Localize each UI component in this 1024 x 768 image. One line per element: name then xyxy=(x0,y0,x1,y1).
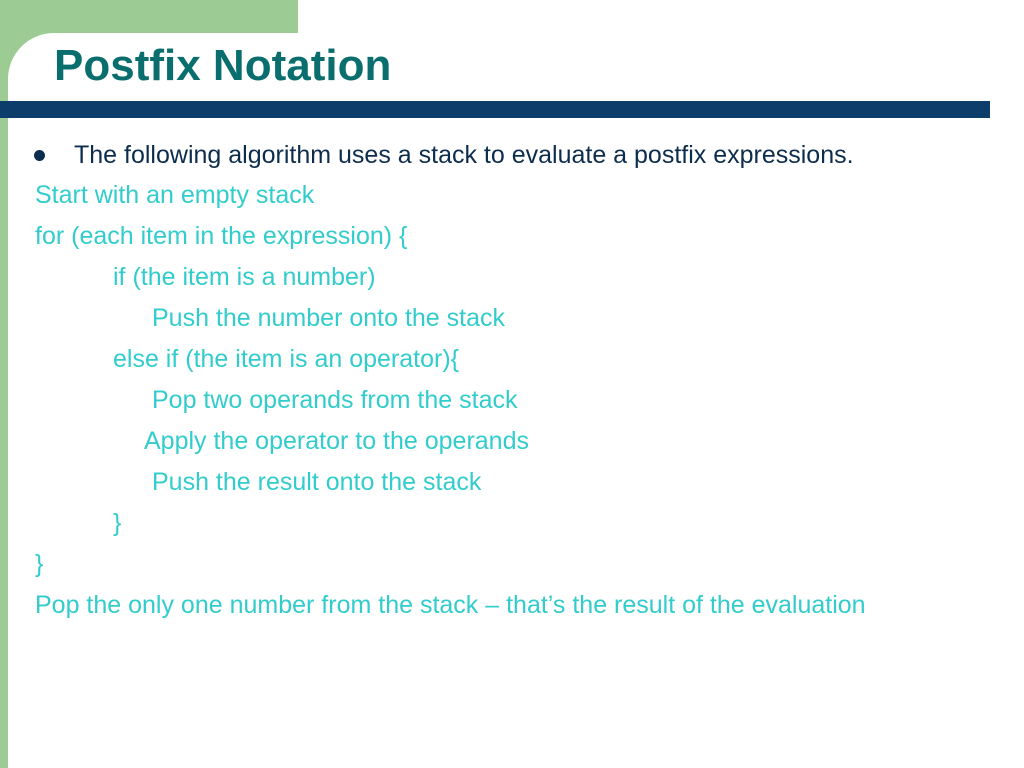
bullet-dot-icon xyxy=(34,150,45,161)
algorithm-line: for (each item in the expression) { xyxy=(35,222,408,250)
algorithm-line: Push the number onto the stack xyxy=(152,304,505,332)
algorithm-line: Pop the only one number from the stack – that’s the result of the evaluation xyxy=(35,591,866,619)
algorithm-line: } xyxy=(35,550,44,578)
algorithm-line: Push the result onto the stack xyxy=(152,468,482,496)
slide-title: Postfix Notation xyxy=(54,41,392,90)
algorithm-line: Start with an empty stack xyxy=(35,181,315,209)
algorithm-line: Apply the operator to the operands xyxy=(144,427,529,455)
algorithm-line: else if (the item is an operator){ xyxy=(113,345,459,373)
algorithm-line: Pop two operands from the stack xyxy=(152,386,518,414)
title-underline-bar xyxy=(0,101,990,118)
algorithm-line: if (the item is a number) xyxy=(113,263,376,291)
algorithm-line: } xyxy=(113,509,122,537)
bullet-text: The following algorithm uses a stack to evaluate a postfix expressions. xyxy=(74,141,854,169)
